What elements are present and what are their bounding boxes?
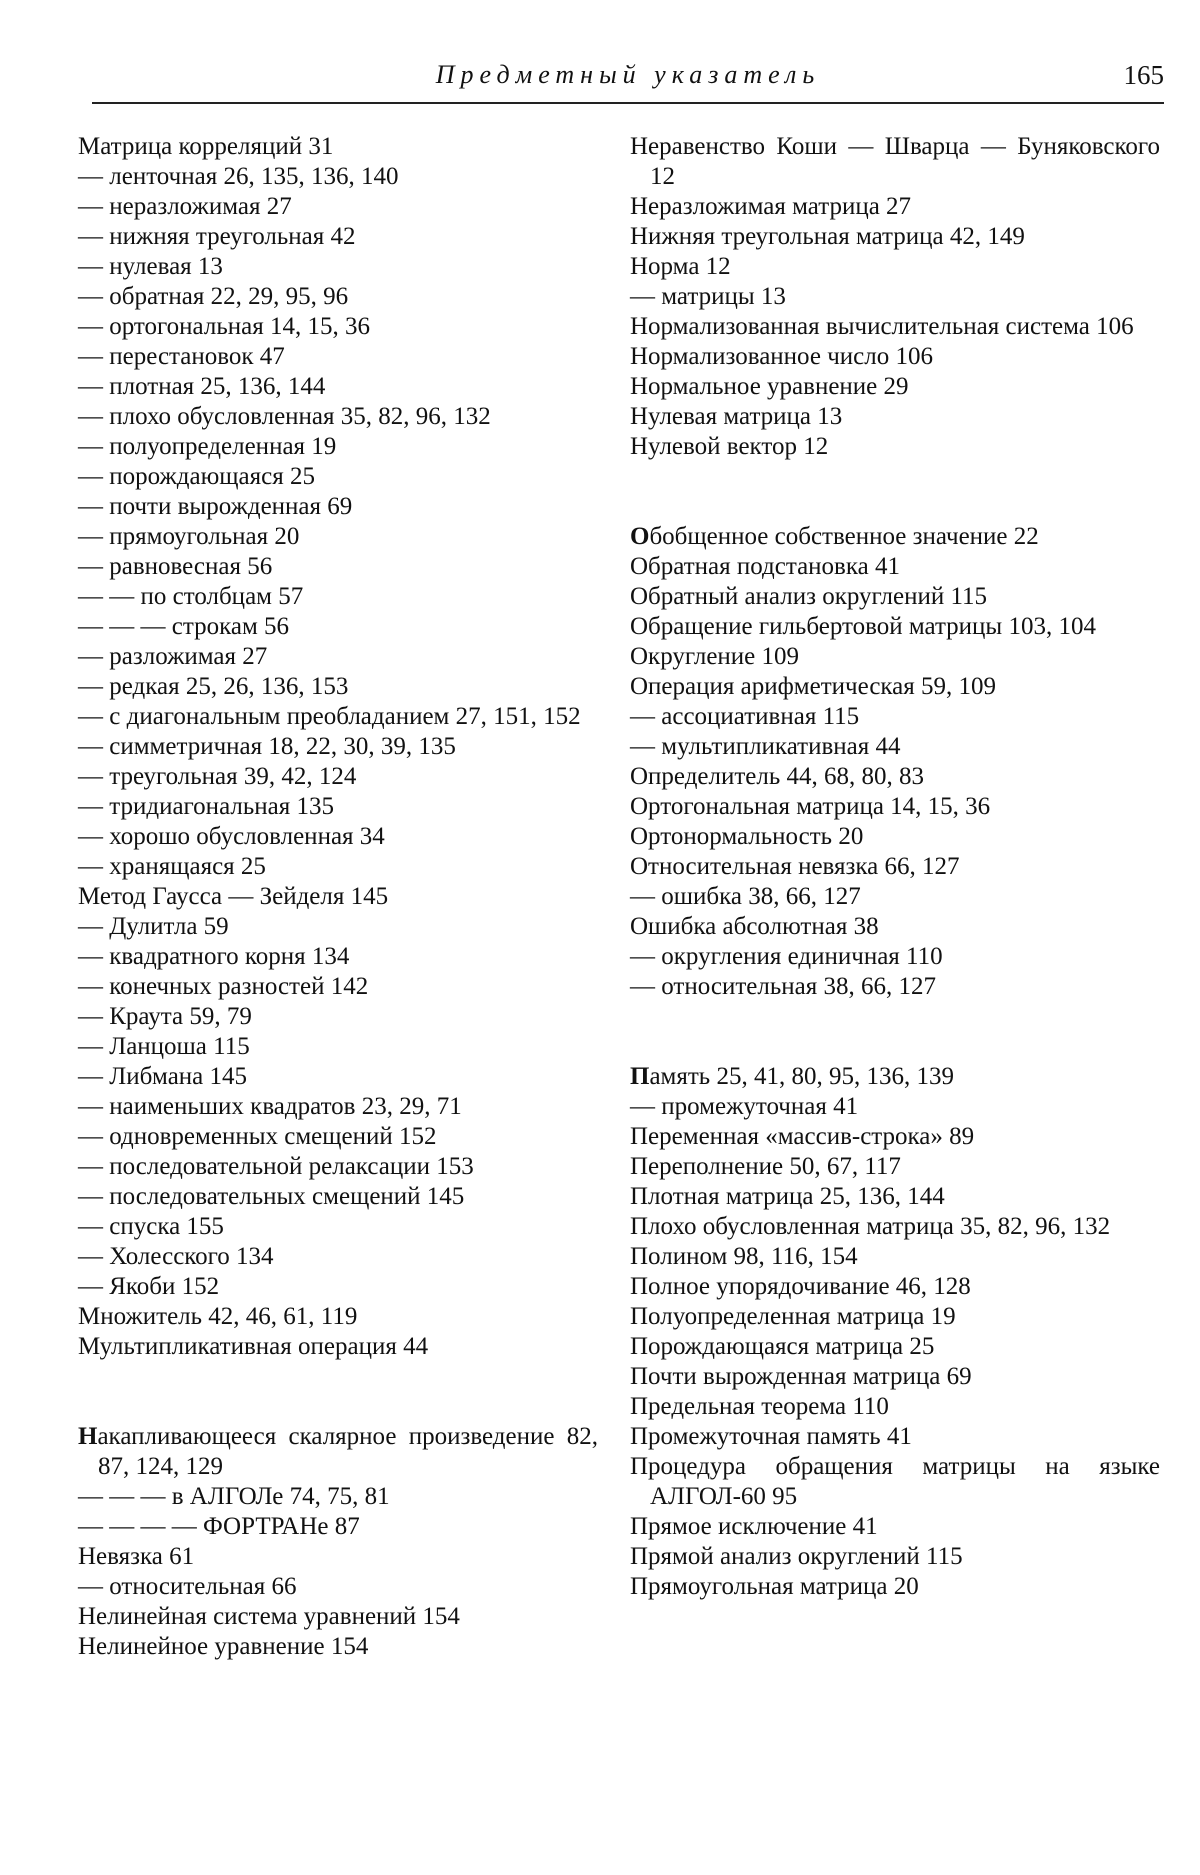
index-entry: Плохо обусловленная матрица 35, 82, 96, 132 bbox=[630, 1213, 1111, 1240]
index-entry: Почти вырожденная матрица 69 bbox=[630, 1363, 972, 1390]
index-entry: Нормализованное число 106 bbox=[630, 343, 933, 370]
index-entry: — Либмана 145 bbox=[78, 1063, 248, 1090]
index-entry: Матрица корреляций 31 bbox=[78, 133, 334, 160]
index-entry: — — — строкам 56 bbox=[78, 613, 290, 640]
index-entry: — Дулитла 59 bbox=[78, 913, 229, 940]
index-entry: — ассоциативная 115 bbox=[630, 703, 860, 730]
index-entry: Полином 98, 116, 154 bbox=[630, 1243, 858, 1270]
index-entry: Метод Гаусса — Зейделя 145 bbox=[78, 883, 389, 910]
index-entry: — последовательной релаксации 153 bbox=[78, 1153, 474, 1180]
index-entry: Определитель 44, 68, 80, 83 bbox=[630, 763, 925, 790]
index-entry: Нулевая матрица 13 bbox=[630, 403, 843, 430]
index-entry: — одновременных смещений 152 bbox=[78, 1123, 437, 1150]
index-entry: Прямоугольная матрица 20 bbox=[630, 1573, 919, 1600]
index-section-n-continued bbox=[630, 132, 1160, 462]
index-entry: Ортогональная матрица 14, 15, 36 bbox=[630, 793, 991, 820]
index-entry: Обращение гильбертовой матрицы 103, 104 bbox=[630, 613, 1096, 640]
index-entry: — прямоугольная 20 bbox=[78, 523, 300, 550]
index-entry: — матрицы 13 bbox=[630, 283, 786, 310]
index-entry: — Ланцоша 115 bbox=[78, 1033, 250, 1060]
index-entry: — неразложимая 27 bbox=[78, 193, 292, 220]
index-entry: — Якоби 152 bbox=[78, 1273, 220, 1300]
index-entry: — треугольная 39, 42, 124 bbox=[78, 763, 357, 790]
index-entry: — порождающаяся 25 bbox=[78, 463, 315, 490]
index-entry: Плотная матрица 25, 136, 144 bbox=[630, 1183, 945, 1210]
index-entry: — перестановок 47 bbox=[78, 343, 285, 370]
index-entry: Неразложимая матрица 27 bbox=[630, 193, 912, 220]
page-header bbox=[92, 56, 1164, 104]
index-entry: — симметричная 18, 22, 30, 39, 135 bbox=[78, 733, 456, 760]
index-entry: — разложимая 27 bbox=[78, 643, 268, 670]
index-entry: Обобщенное собственное значение 22 bbox=[630, 523, 1039, 550]
index-entry: — Холесского 134 bbox=[78, 1243, 274, 1270]
index-entry: Промежуточная память 41 bbox=[630, 1423, 912, 1450]
index-entry: Нулевой вектор 12 bbox=[630, 433, 829, 460]
index-entry: — конечных разностей 142 bbox=[78, 973, 369, 1000]
index-entry: — — по столбцам 57 bbox=[78, 583, 304, 610]
index-entry: — — — — ФОРТРАНе 87 bbox=[78, 1513, 360, 1540]
index-entry: Нелинейное уравнение 154 bbox=[78, 1633, 369, 1660]
index-entry: Нормальное уравнение 29 bbox=[630, 373, 909, 400]
index-entry: Ортонормальность 20 bbox=[630, 823, 864, 850]
index-entry: — — — в АЛГОЛе 74, 75, 81 bbox=[78, 1483, 390, 1510]
index-entry: — хранящаяся 25 bbox=[78, 853, 266, 880]
index-entry: — равновесная 56 bbox=[78, 553, 273, 580]
index-entry: — ошибка 38, 66, 127 bbox=[630, 883, 861, 910]
index-entry: Ошибка абсолютная 38 bbox=[630, 913, 879, 940]
index-entry: Мультипликативная операция 44 bbox=[78, 1333, 429, 1360]
index-entry: Предельная теорема 110 bbox=[630, 1393, 889, 1420]
section-gap bbox=[630, 1002, 1160, 1062]
index-entry: — округления единичная 110 bbox=[630, 943, 943, 970]
index-entry: — хорошо обусловленная 34 bbox=[78, 823, 385, 850]
index-entry: Память 25, 41, 80, 95, 136, 139 bbox=[630, 1063, 954, 1090]
index-entry: Переполнение 50, 67, 117 bbox=[630, 1153, 901, 1180]
index-entry: Нелинейная система уравнений 154 bbox=[78, 1603, 460, 1630]
index-entry: — относительная 38, 66, 127 bbox=[630, 973, 936, 1000]
left-column bbox=[78, 132, 598, 1662]
index-entry: Нижняя треугольная матрица 42, 149 bbox=[630, 223, 1025, 250]
index-entry: — последовательных смещений 145 bbox=[78, 1183, 465, 1210]
index-entry: Неравенство Коши — Шварца — Буняковского 12 bbox=[630, 133, 1160, 190]
index-entry: Порождающаяся матрица 25 bbox=[630, 1333, 935, 1360]
index-entry: — Краута 59, 79 bbox=[78, 1003, 252, 1030]
section-gap bbox=[630, 462, 1160, 522]
index-entry: — тридиагональная 135 bbox=[78, 793, 334, 820]
index-section-p bbox=[630, 1062, 1160, 1602]
index-entry: — с диагональным преобладанием 27, 151, 152 bbox=[78, 703, 581, 730]
section-gap bbox=[78, 1362, 598, 1422]
index-entry: — нулевая 13 bbox=[78, 253, 223, 280]
index-entry: Переменная «массив-строка» 89 bbox=[630, 1123, 975, 1150]
index-entry: — относительная 66 bbox=[78, 1573, 297, 1600]
index-entry: — плотная 25, 136, 144 bbox=[78, 373, 326, 400]
index-entry: Норма 12 bbox=[630, 253, 731, 280]
index-entry: Операция арифметическая 59, 109 bbox=[630, 673, 997, 700]
index-entry: Обратный анализ округлений 115 bbox=[630, 583, 988, 610]
index-entry: Нормализованная вычислительная система 106 bbox=[630, 313, 1134, 340]
index-entry: — редкая 25, 26, 136, 153 bbox=[78, 673, 349, 700]
running-title: Предметный указатель bbox=[435, 60, 821, 89]
index-entry: Округление 109 bbox=[630, 643, 800, 670]
index-entry: Обратная подстановка 41 bbox=[630, 553, 900, 580]
index-entry: Полное упорядочивание 46, 128 bbox=[630, 1273, 971, 1300]
index-entry: — нижняя треугольная 42 bbox=[78, 223, 356, 250]
index-entry: Полуопределенная матрица 19 bbox=[630, 1303, 956, 1330]
index-entry: Накапливающееся скалярное произведение 82, 87, 124, 129 bbox=[78, 1423, 598, 1480]
index-section-m bbox=[78, 132, 598, 1362]
index-entry: — наименьших квадратов 23, 29, 71 bbox=[78, 1093, 462, 1120]
index-section-n bbox=[78, 1422, 598, 1662]
index-entry: — почти вырожденная 69 bbox=[78, 493, 353, 520]
index-entry: — спуска 155 bbox=[78, 1213, 224, 1240]
index-entry: Прямой анализ округлений 115 bbox=[630, 1543, 963, 1570]
index-entry: — ленточная 26, 135, 136, 140 bbox=[78, 163, 399, 190]
index-entry: — ортогональная 14, 15, 36 bbox=[78, 313, 370, 340]
index-entry: — квадратного корня 134 bbox=[78, 943, 350, 970]
index-entry: — плохо обусловленная 35, 82, 96, 132 bbox=[78, 403, 491, 430]
index-entry: — промежуточная 41 bbox=[630, 1093, 859, 1120]
right-column bbox=[630, 132, 1160, 1602]
index-entry: — полуопределенная 19 bbox=[78, 433, 337, 460]
index-entry: — обратная 22, 29, 95, 96 bbox=[78, 283, 349, 310]
page-number: 165 bbox=[1123, 60, 1164, 90]
index-section-o bbox=[630, 522, 1160, 1002]
index-entry: Относительная невязка 66, 127 bbox=[630, 853, 960, 880]
index-entry: Невязка 61 bbox=[78, 1543, 195, 1570]
index-entry: Множитель 42, 46, 61, 119 bbox=[78, 1303, 358, 1330]
index-entry: Прямое исключение 41 bbox=[630, 1513, 878, 1540]
index-entry: — мультипликативная 44 bbox=[630, 733, 901, 760]
index-entry: Процедура обращения матрицы на языке АЛГОЛ-60 95 bbox=[630, 1453, 1160, 1510]
